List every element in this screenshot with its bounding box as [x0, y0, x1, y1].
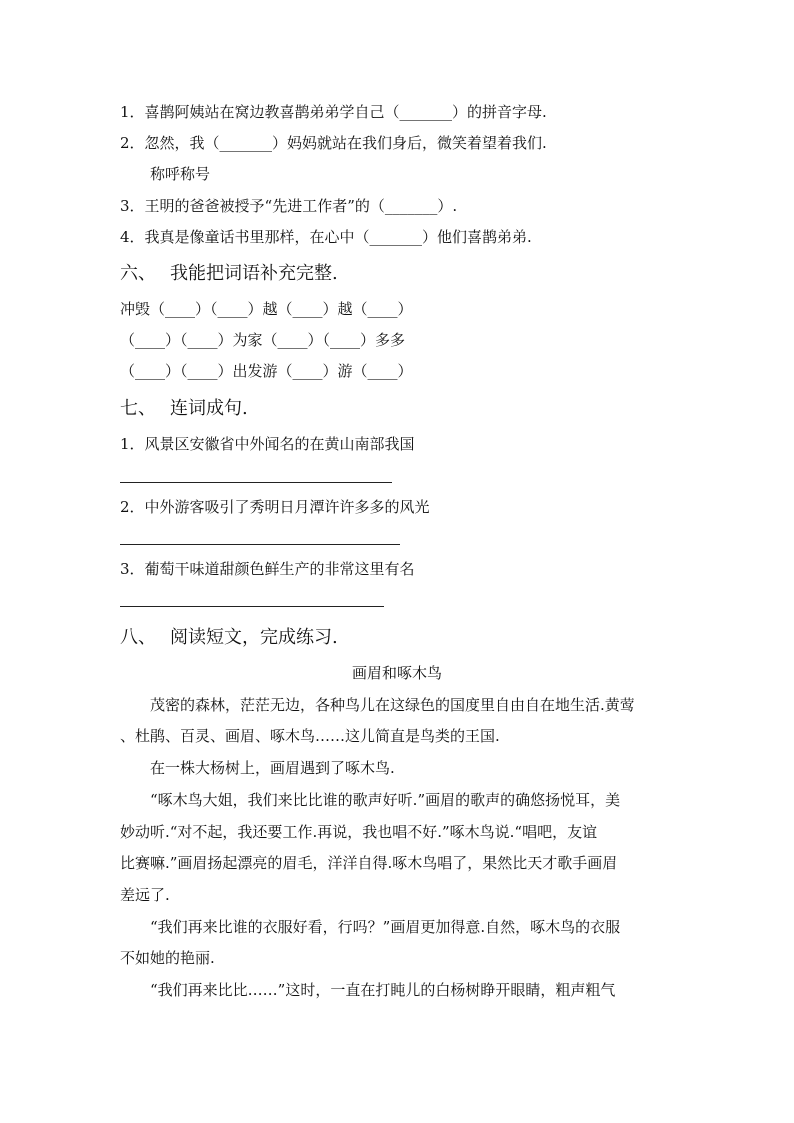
story-line-1: 茂密的森林，茫茫无边，各种鸟儿在这绿色的国度里自由自在地生活.黄莺 [120, 696, 635, 714]
story-line-8: “我们再来比谁的衣服好看，行吗？”画眉更加得意.自然，啄木鸟的衣服 [120, 918, 621, 936]
story-line-10: “我们再来比比……”这时，一直在打盹儿的白杨树睁开眼睛，粗声粗气 [120, 981, 616, 999]
section-7-title: 连词成句. [170, 398, 248, 419]
section-6-title: 我能把词语补充完整. [170, 263, 338, 284]
section-6-number: 六、 [120, 263, 156, 284]
section-8-heading [120, 626, 338, 650]
idiom-row-2: （____）（____）为家（____）（____）多多 [120, 331, 406, 349]
section-8-number: 八、 [120, 627, 156, 648]
fill-item-2: 2．忽然，我（_______）妈妈就站在我们身后，微笑着望着我们. [120, 134, 547, 152]
section-6-heading [120, 262, 338, 286]
story-title: 画眉和啄木鸟 [351, 664, 442, 682]
fill-item-4: 4．我真是像童话书里那样，在心中（_______）他们喜鹊弟弟. [120, 228, 532, 246]
story-line-4: “啄木鸟大姐，我们来比比谁的歌声好听.”画眉的歌声的确悠扬悦耳，美 [120, 791, 621, 809]
story-line-5: 妙动听.“对不起，我还要工作.再说，我也唱不好.”啄木鸟说.“唱吧，友谊 [120, 823, 598, 841]
story-line-3: 在一株大杨树上，画眉遇到了啄木鸟. [120, 759, 395, 777]
answer-line-2 [120, 544, 400, 545]
sentence-item-2: 2．中外游客吸引了秀明日月潭许许多多的风光 [120, 498, 430, 516]
story-line-9: 不如她的艳丽. [120, 949, 215, 967]
section-7-number: 七、 [120, 398, 156, 419]
story-line-6: 比赛嘛.”画眉扬起漂亮的眉毛，洋洋自得.啄木鸟唱了，果然比天才歌手画眉 [120, 854, 618, 872]
idiom-row-1: 冲毁（____）（____）越（____）越（____） [120, 300, 413, 318]
fill-item-3: 3．王明的爸爸被授予“先进工作者”的（_______）. [120, 197, 458, 215]
section-7-heading [120, 397, 248, 421]
section-8-title: 阅读短文，完成练习. [170, 627, 338, 648]
story-line-7: 差远了. [120, 886, 170, 904]
word-choice-hint: 称呼称号 [150, 165, 211, 183]
sentence-item-1: 1．风景区安徽省中外闻名的在黄山南部我国 [120, 435, 415, 453]
idiom-row-3: （____）（____）出发游（____）游（____） [120, 362, 413, 380]
sentence-item-3: 3．葡萄干味道甜颜色鲜生产的非常这里有名 [120, 560, 415, 578]
story-line-2: 、杜鹃、百灵、画眉、啄木鸟……这儿简直是鸟类的王国. [120, 727, 500, 745]
fill-item-1: 1．喜鹊阿姨站在窝边教喜鹊弟弟学自己（_______）的拼音字母. [120, 103, 547, 121]
answer-line-1 [120, 482, 392, 483]
answer-line-3 [120, 606, 384, 607]
